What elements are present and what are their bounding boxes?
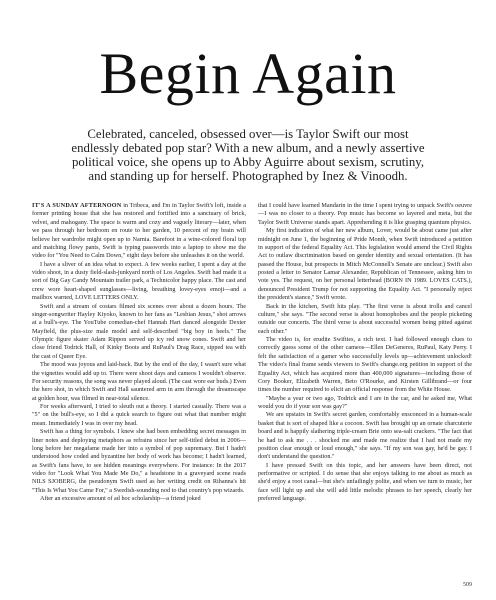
paragraph: For weeks afterward, I tried to sleuth out a theory. I started casually. There was a "5" on the bull's-eye, so I did a quick search to figure out what that number might mean. Immediately I was in over my head. [32,403,246,427]
paragraph: "Maybe a year or two ago, Todrick and I are in the car, and he asked me, What would you do if your son was gay?" [258,394,472,410]
article-body [32,202,472,504]
left-column [32,202,246,504]
deck-line: Celebrated, canceled, obsessed over—is Taylor Swift our most [87,127,409,141]
paragraph: Swift has a thing for symbols. I knew she had been embedding secret messages in liner notes and deploying metaphors as refrains since her self-titled debut in 2006—long before her megafame made her into a symbol of pop supremacy. But I hadn't understood how coded and byzantine her body of work has become; I hadn't learned, as Swift's fans have, to see hidden meanings everywhere. For instance: In the 2017 video for "Look What You Made Me Do," a headstone in a graveyard scene reads NILS SJOBERG, the pseudonym Swift used as her writing credit on Rihanna's hit "This Is What You Came For," a Swedish-sounding nod to that country's pop wizards. [32,428,246,494]
article-title: Begin Again [99,41,397,106]
article-deck [30,127,466,183]
paragraph: I have a sliver of an idea what to expect. A few weeks earlier, I spent a day at the video shoot, in a dusty field-slash-junkyard north of Los Angeles. Swift had made it a sort of Big Gay Candy Mountain trailer park, a Technicolor happy place. The cast and crew wore heart-shaped sunglasses—living, breathing lovey-eyes emoji—and a mailbox warned, LOVE LETTERS ONLY. [32,260,246,302]
right-column [258,202,472,504]
paragraph: My first indication of what her new album, Lover, would be about came just after midnight on June 1, the beginning of Pride Month, when Swift introduced a petition in support of the federal Equality Act. This legislation would amend the Civil Rights Act to outlaw discrimination based on gender identity and sexual orientation. (It has passed the House, but prospects in Mitch McConnell's Senate are unclear.) Swift also posted a letter to Senator Lamar Alexander, Republican of Tennessee, asking him to vote yes. The request, on her personal letterhead (BORN IN 1989. LOVES CATS.), denounced President Trump for not supporting the Equality Act. "I personally reject the president's stance," Swift wrote. [258,227,472,302]
paragraph: I have pressed Swift on this topic, and her answers have been direct, not performative or scripted. I do sense that she enjoys talking to me about as much as she'd enjoy a root canal—but she's unfailingly polite, and when we turn to music, her face will light up and she will add little melodic phrases to her speech, clearly her preferred language. [258,461,472,503]
paragraph: After an excessive amount of ad hoc scholarship—a friend joked [40,495,201,503]
lead-in: IT'S A SUNDAY AFTERNOON [32,202,122,209]
paragraph: We are upstairs in Swift's secret garden, comfortably ensconced in a human-scale basket that is sort of shaped like a cocoon. Swift has brought up an ornate charcuterie board and is happily slathering triple-cream Brie onto sea-salt crackers. "The fact that he had to ask me . . . shocked me and made me realize that I had not made my position clear enough or loud enough," she says. "If my son was gay, he'd be gay. I don't understand the question." [258,411,472,461]
paragraph: Swift and a stream of costars filmed six scenes over about a dozen hours. The singer-songwriter Hayley Kiyoko, known to her fans as "Lesbian Jesus," shot arrows at a bull's-eye. The YouTube comedian-chef Hannah Hart danced alongside Dexter Mayfield, the plus-size male model and self-described "big boy in heels." The Olympic figure skater Adam Rippon served up icy red snow cones. Swift and her close friend Todrick Hall, of Kinky Boots and RuPaul's Drag Race, sipped tea with the cast of Queer Eye. [32,302,246,360]
paragraph: The video is, for erudite Swifties, a rich text. I had followed enough clues to correctly guess some of the other cameos—Ellen DeGeneres, RuPaul, Katy Perry. I felt the satisfaction of a gamer who successfully levels up—achievement unlocked! The video's final frame sends viewers to Swift's change.org petition in support of the Equality Act, which has acquired more than 400,000 signatures—including those of Cory Booker, Elizabeth Warren, Beto O'Rourke, and Kirsten Gillibrand—or four times the number required to elicit an official response from the White House. [258,336,472,394]
paragraph: IT'S A SUNDAY AFTERNOON in Tribeca, and I'm in Taylor Swift's loft, inside a former printing house that she has restored and fortified into a sanctuary of brick, velvet, and mahogany. The space is warm and cozy and vaguely literary—later, when we pass through her bedroom en route to her garden, 10 percent of my brain will believe her wardrobe might open up to Narnia. Barefoot in a wine-colored floral top and matching flowy pants, Swift is typing passwords into a laptop to show me the video for "You Need to Calm Down," eight days before she unleashes it on the world. [32,202,247,260]
deck-line: and standing up for herself. Photographed by Inez & Vinoodh. [88,169,408,183]
paragraph: that I could have learned Mandarin in the time I spent trying to unpack Swift's oeuvre—I was no closer to a theory. Pop music has become so layered and meta, but the Taylor Swift Universe stands apart. Apprehending it is like grasping quantum physics. [258,202,472,226]
page-number: 509 [463,582,472,588]
paragraph: The mood was joyous and laid-back. But by the end of the day, I wasn't sure what the vignettes would add up to. There were shoot days and cameos I wouldn't observe. For security reasons, the song was never played aloud. (The cast wore ear buds.) Even the hero shot, in which Swift and Hall sauntered arm in arm through the dreamscape at golden hour, was filmed in near-total silence. [32,361,246,402]
deck-line: endlessly debated pop star? With a new album, and a newly assertive [71,141,425,155]
deck-line: political voice, she opens up to Abby Aguirre about sexism, scrutiny, [71,155,425,169]
paragraph: Back in the kitchen, Swift hits play. "The first verse is about trolls and cancel culture," she says. "The second verse is about homophobes and the people picketing outside our concerts. The third verse is about successful women being pitted against each other." [258,302,472,335]
